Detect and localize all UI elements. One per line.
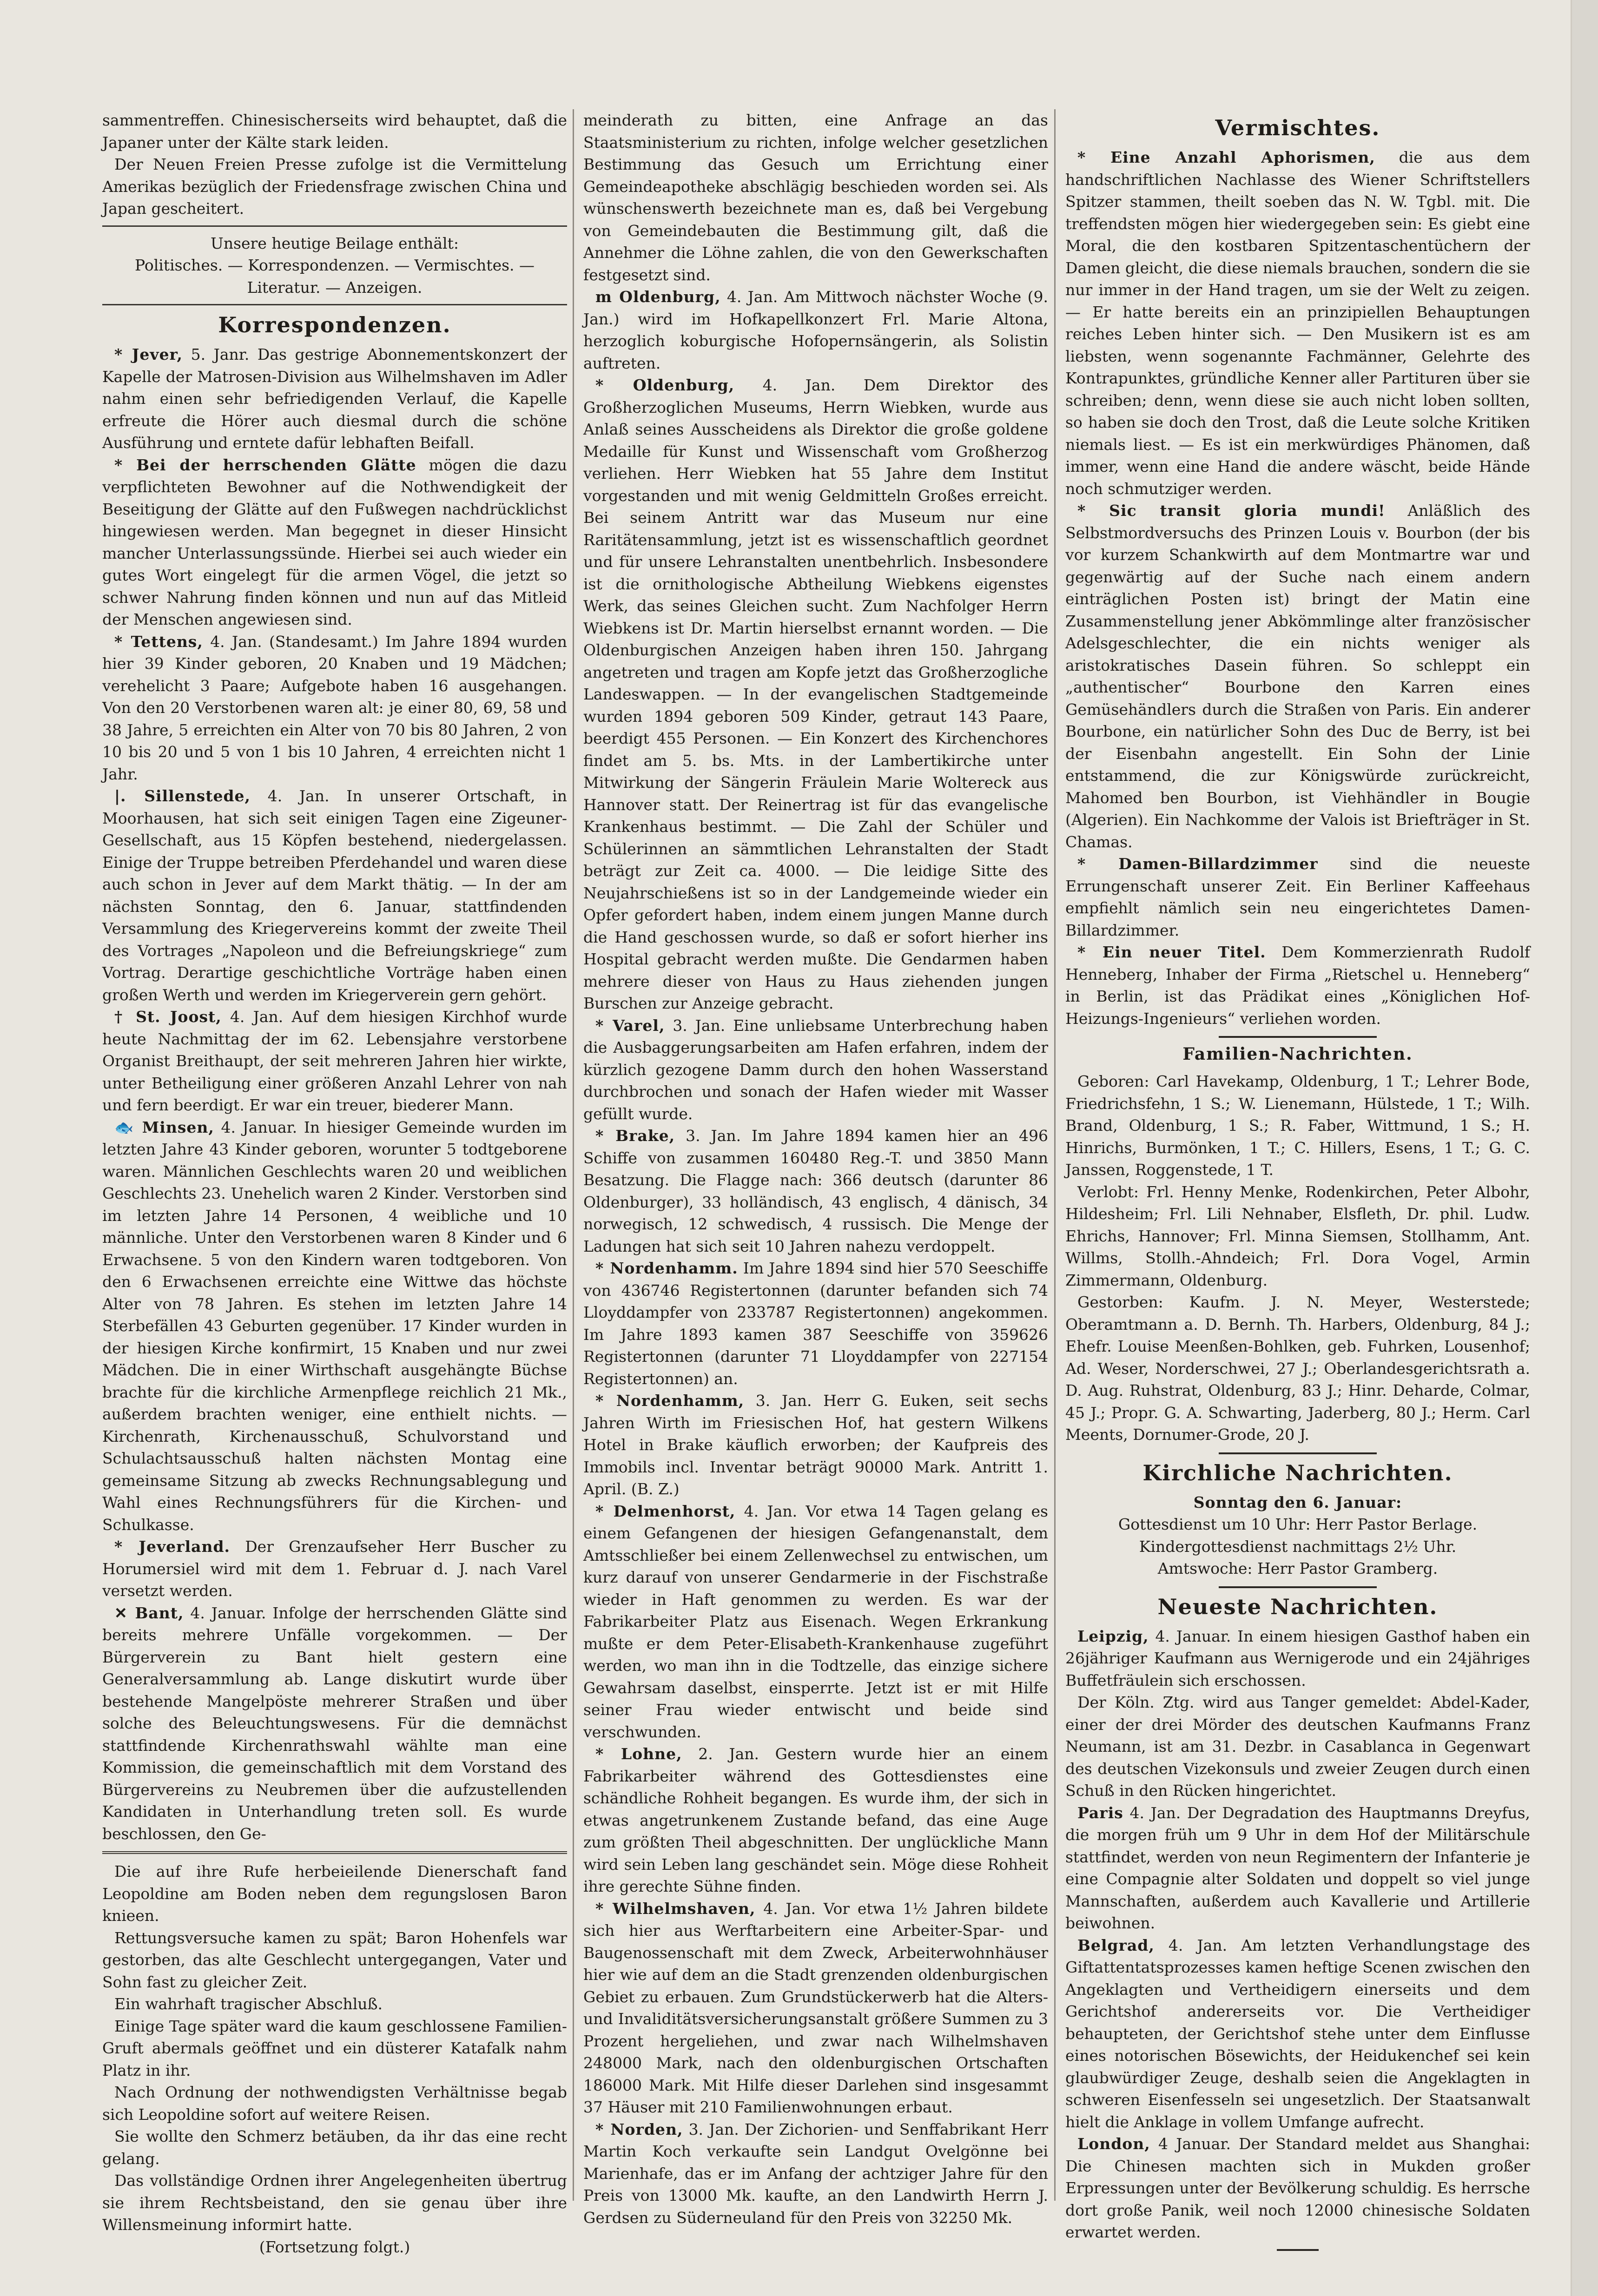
news-text: 4 Januar. Der Standard meldet aus Shanghai: Die Chinesen machten sich in Mukden großer Erpressungen unter der Bevölkerung schuldig. Es herrsche dort große Panik, weil noch 12000 chinesische Soldaten erwartet werden.	[1065, 2135, 1530, 2241]
dateline: Belgrad,	[1077, 1936, 1155, 1954]
news-item	[1065, 500, 1530, 853]
news-item	[1065, 1625, 1530, 1692]
dateline: m Oldenburg,	[595, 288, 721, 306]
news-item	[102, 785, 567, 1006]
story-paragraph: Die auf ihre Rufe herbeieilende Dienerschaft fand Leopoldine am Boden neben dem regungslosen Baron knieen.	[102, 1862, 567, 1925]
church-line: Kindergottesdienst nachmittags 2½ Uhr.	[1139, 1537, 1457, 1556]
continued-note: (Fortsetzung folgt.)	[259, 2237, 410, 2256]
news-text: 4. Januar. Infolge der herrschenden Glätte sind bereits mehrere Unfälle vorgekommen. — Der Bürgerverein zu Bant hielt gestern eine Generalversammlung ab. Lange diskutirt wurde über bestehende Mangelpöste mehrerer Straßen und über solche des Beleuchtungswesens. Für die demnächst stattfindende Kirchenrathswahl wählte man eine Kommission, die gemeinschaftlich mit dem Vorstand des Bürgervereins zu Neubremen über die aufzustellenden Kandidaten in Unterhandlung treten soll. Es wurde beschlossen, den Ge-	[102, 1603, 567, 1843]
divider	[1219, 1036, 1377, 1038]
paragraph: Der Neuen Freien Presse zufolge ist die Vermittelung Amerikas bezüglich der Friedensfrage zwischen China und Japan gescheitert.	[102, 155, 567, 218]
news-text: 4. Jan. Am Mittwoch nächster Woche (9. Jan.) wird im Hofkapellkonzert Frl. Marie Altona, herzoglich koburgische Hofopernsängerin, als Solistin auftreten.	[583, 288, 1048, 372]
news-item	[583, 1898, 1048, 2118]
section-title: Neueste Nachrichten.	[1157, 1594, 1438, 1619]
story-paragraph: Rettungsversuche kamen zu spät; Baron Hohenfels war gestorben, das alte Geschlecht untergegangen, Vater und Sohn fast zu gleicher Zeit.	[102, 1928, 567, 1991]
news-text: 4. Jan. Am letzten Verhandlungstage des Giftattentatsprozesses kamen heftige Scenen zwischen den Angeklagten und Vertheidigern einerseits und dem Gerichtshof andererseits vor. Die Vertheidiger behaupteten, der Gerichtshof stehe unter dem Einflusse eines notorischen Bösewichts, der Heidukenchef sei kein glaubwürdiger Zeuge, deshalb seien die Angeklagten in schweren Eisenfesseln sei ungesetzlich. Der Staatsanwalt hielt die Anklage in vollem Umfange aufrecht.	[1065, 1936, 1530, 2131]
divider	[1219, 1452, 1377, 1454]
news-item	[1065, 146, 1530, 500]
news-text: 4. Jan. Vor etwa 14 Tagen gelang es einem Gefangenen der hiesigen Gefangenanstalt, dem Amtsschließer bei einem Zellenwechsel zu entwischen, um kurz darauf von unserer Gendarmerie in der Fischstraße wieder in Haft genommen zu werden. Es war der Fabrikarbeiter Platz aus Eisenach. Wegen Erkrankung mußte er dem Peter-Elisabeth-Krankenhause zugeführt werden, wo man ihn in die Todtzelle, das einzige sichere Gewahrsam daselbst, einsperrte. Jetzt ist er mit Hilfe seiner Frau wieder entwischt und beide sind verschwunden.	[583, 1502, 1048, 1741]
news-text: 4. Januar. In hiesiger Gemeinde wurden im letzten Jahre 43 Kinder geboren, worunter 5 todtgeborene waren. Männlichen Geschlechts waren 20 und weiblichen Geschlechts 23. Unehelich waren 2 Kinder. Verstorben sind im letzten Jahre 14 Personen, 4 weibliche und 10 männliche. Unter den Verstorbenen waren 8 Kinder und 6 Erwachsene. 5 von den Kindern waren todtgeboren. Von den 6 Erwachsenen erreichte eine Wittwe das höchste Alter von 78 Jahren. Es stehen im letzten Jahre 14 Sterbefällen 43 Geburten gegenüber. 17 Kinder wurden in der hiesigen Kirche konfirmirt, 15 Knaben und nur zwei Mädchen. Die in einer Wirthschaft ausgehängte Büchse brachte für die kirchliche Armenpflege reichlich 21 Mk., außerdem brachten weniger, eine enthielt nichts. — Kirchenrath, Kirchenausschuß, Schulvorstand und Schulachtsausschuß halten nächsten Montag eine gemeinsame Sitzung ab zwecks Rechnungsablegung und Wahl eines Rechnungsführers für die Kirchen- und Schulkasse.	[102, 1118, 567, 1534]
family-engagements: Verlobt: Frl. Henny Menke, Rodenkirchen, Peter Albohr, Hildesheim; Frl. Lili Nehnaber, Elsfleth, Dr. phil. Ludw. Ehrichs, Hannover; Frl. Minna Siemsen, Stollhamm, Ant. Willms, Stollh.-Ahndeich; Frl. Dora Vogel, Armin Zimmermann, Oldenburg.	[1065, 1182, 1530, 1289]
news-item	[1065, 2133, 1530, 2243]
dateline: * Jever,	[114, 345, 183, 363]
news-item	[583, 1500, 1048, 1743]
news-text: die aus dem handschriftlichen Nachlasse des Wiener Schriftstellers Spitzer stammen, theilt soeben das N. W. Tgbl. mit. Die treffendsten mögen hier wiedergegeben sein: Es giebt eine Moral, die den kostbaren Spitzentaschentüchern der Damen gleicht, die diese niemals brauchen, sondern die sie nur immer in der Hand tragen, um sie der Welt zu zeigen. — Er hatte bereits ein an prinzipiellen Behauptungen reiches Leben hinter sich. — Den Musikern ist es am liebsten, wenn sogenannte Fachmänner, Gelehrte des Kontrapunktes, gründliche Kenner aller Partituren über sie schreiben; denn, wenn diese sie auch nicht loben sollten, so haben sie doch den Trost, daß die Leute solche Kritiken niemals liest. — Es ist ein merkwürdiges Phänomen, daß immer, wenn eine Hand die andere wäscht, beide Hände noch schmutziger werden.	[1065, 148, 1530, 498]
news-item	[102, 631, 567, 785]
news-item	[583, 374, 1048, 1015]
news-item	[102, 1006, 567, 1116]
news-text: 3. Jan. Der Zichorien- und Senffabrikant Herr Martin Koch verkaufte sein Landgut Ovelgönne bei Marienhafe, das er im Anfang der achtziger Jahre für den Preis von 13000 Mk. kaufte, an den Landwirth Herrn J. Gerdsen zu Süderneuland für den Preis von 32250 Mk.	[583, 2120, 1048, 2227]
column-1	[102, 109, 567, 2258]
news-text: 4. Jan. Vor etwa 1½ Jahren bildete sich hier aus Werftarbeitern eine Arbeiter-Spar- und Baugenossenschaft mit dem Zweck, Arbeiterwohnhäuser hier wie auf dem an die Stadt grenzenden oldenburgischen Gebiet zu erbauen. Zum Grundstückerwerb hat die Alters- und Invaliditätsversicherungsanstalt größere Summen zu 3 Prozent hergeliehen, und zwar nach Wilhelmshaven 248000 Mark, nach den oldenburgischen Ortschaften 186000 Mark. Mit Hilfe dieser Darlehen sind insgesammt 37 Häuser mit 210 Familienwohnungen erbaut.	[583, 1899, 1048, 2116]
page-edge	[1571, 0, 1598, 2296]
dateline: * Ein neuer Titel.	[1077, 943, 1266, 961]
news-item	[583, 1743, 1048, 1898]
dateline: * Nordenhamm,	[595, 1392, 745, 1410]
news-text: 4. Jan. Dem Direktor des Großherzoglichen Museums, Herrn Wiebken, wurde aus Anlaß seines Ausscheidens als Direktor die große goldene Medaille für Kunst und Wissenschaft vom Großherzog verliehen. Herr Wiebken hat 55 Jahre dem Institut vorgestanden und mit wenig Geldmitteln Großes erreicht. Bei seinem Antritt war das Museum nur eine Raritätensammlung, jetzt ist es wissenschaftlich geordnet und für unsere Lehranstalten unentbehrlich. Insbesondere ist die ornithologische Abtheilung Wiebkens eigenstes Werk, das seines Gleichen sucht. Zum Nachfolger Herrn Wiebkens ist Dr. Martin hierselbst ernannt worden. — Die Oldenburgischen Anzeigen haben ihren 150. Jahrgang angetreten und tragen am Kopfe jetzt das Großherzogliche Landeswappen. — In der evangelischen Stadtgemeinde wurden 1894 geboren 509 Kinder, getraut 143 Paare, beerdigt 455 Personen. — Ein Konzert des Kirchenchores findet am 5. bs. Mts. in der Lambertikirche unter Mitwirkung der Sängerin Fräulein Marie Woltereck aus Hannover statt. Der Reinertrag ist für das evangelische Krankenhaus bestimmt. — Die Zahl der Schüler und Schülerinnen an sämmtlichen Lehranstalten der Stadt beträgt zur Zeit ca. 4000. — Die leidige Sitte des Neujahrschießens ist so in der Landgemeinde wieder ein Opfer gefordert haben, indem einem jungen Manne durch die Hand geschossen wurde, so daß er sofort hierher ins Hospital gebracht werden mußte. Die Gendarmen haben mehrere dieser von Haus zu Haus ziehenden jungen Burschen zur Anzeige gebracht.	[583, 376, 1048, 1012]
dateline: ✕ Bant,	[114, 1603, 184, 1622]
news-item	[583, 1125, 1048, 1257]
column-2	[583, 109, 1048, 2229]
supplement-heading: Unsere heutige Beilage enthält:	[211, 234, 459, 252]
dateline: * Oldenburg,	[595, 376, 735, 394]
church-line: Gottesdienst um 10 Uhr: Herr Pastor Berlage.	[1118, 1515, 1478, 1533]
news-text: 3. Jan. Eine unliebsame Unterbrechung haben die Ausbaggerungsarbeiten am Hafen erfahren, indem der kürzlich gezogene Damm durch den hohen Wasserstand durchbrochen und sonach der Hafen wieder mit Wasser gefüllt wurde.	[583, 1016, 1048, 1123]
news-text: mögen die dazu verpflichteten Bewohner auf die Nothwendigkeit der Beseitigung der Glätte auf den Fußwegen nachdrücklichst hingewiesen werden. Man begegnet in dieser Hinsicht mancher Unterlassungssünde. Hierbei sei auch wieder ein gutes Wort eingelegt für die armen Vögel, die jetzt so schwer Nahrung finden können und nun auf das Mitleid der Menschen angewiesen sind.	[102, 455, 567, 628]
news-item	[1065, 853, 1530, 941]
story-paragraph: Ein wahrhaft tragischer Abschluß.	[114, 1995, 383, 2013]
news-text: 4. Jan. (Standesamt.) Im Jahre 1894 wurden hier 39 Kinder geboren, 20 Knaben und 19 Mädchen; verehelicht 3 Paare; Aufgebote haben 16 ausgehangen. Von den 20 Verstorbenen waren alt: je einer 80, 69, 58 und 38 Jahre, 5 erreichten ein Alter von 70 bis 80 Jahren, 2 von 10 bis 20 und 5 von 1 bis 10 Jahren, 4 erreichten nicht 1 Jahr.	[102, 632, 567, 783]
news-item	[583, 1390, 1048, 1500]
news-item	[1065, 941, 1530, 1029]
news-text: 4. Januar. In einem hiesigen Gasthof haben ein 26jähriger Kaufmann aus Wernigerode und ein 24jähriges Buffetfräulein sich erschossen.	[1065, 1627, 1530, 1689]
news-text: 5. Janr. Das gestrige Abonnementskonzert der Kapelle der Matrosen-Division aus Wilhelmshaven im Adler nahm einen sehr befriedigenden Verlauf, die Kapelle erfreute die Hörer auch diesmal durch die schöne Ausführung und erntete dafür lebhaften Beifall.	[102, 345, 568, 452]
dateline: Leipzig,	[1077, 1627, 1149, 1645]
news-text: 2. Jan. Gestern wurde hier an einem Fabrikarbeiter während des Gottesdienstes eine schändliche Rohheit begangen. Es wurde ihm, der sich in etwas angetrunkenem Zustande befand, das eine Auge zum größten Theil abgeschnitten. Der unglückliche Mann wird sein Leben lang geschändet sein. Möge diese Rohheit ihre gerechte Sühne finden.	[583, 1745, 1049, 1895]
news-item	[583, 1015, 1048, 1125]
divider	[102, 304, 567, 305]
news-item	[102, 343, 567, 454]
news-item	[102, 454, 567, 631]
news-text: 4. Jan. Der Degradation des Hauptmanns Dreyfus, die morgen früh um 9 Uhr in dem Hof der Militärschule stattfindet, werden von neun Regimentern der Infanterie je eine Compagnie alter Soldaten und doppelt so viel junge Mannschaften, außerdem auch Kavallerie und Artillerie beiwohnen.	[1065, 1803, 1531, 1932]
family-deaths: Gestorben: Kaufm. J. N. Meyer, Westerstede; Oberamtmann a. D. Bernh. Th. Harbers, Oldenburg, 84 J.; Ehefr. Louise Meenßen-Bohlken, geb. Fuhrken, Lousenhof; Ad. Weser, Norderschwei, 27 J.; Oberlandesgerichtsrath a. D. Aug. Ruhstrat, Oldenburg, 83 J.; Hinr. Deharde, Colmar, 45 J.; Propr. G. A. Schwarting, Jaderberg, 80 J.; Herm. Carl Meents, Dornumer-Grode, 20 J.	[1065, 1293, 1530, 1444]
news-text: sind die neueste Errungenschaft unserer Zeit. Ein Berliner Kaffeehaus empfiehlt nämlich sein neu eingerichtetes Damen-Billardzimmer.	[1065, 855, 1530, 939]
dateline: * Bei der herrschenden Glätte	[114, 455, 416, 474]
news-text: 3. Jan. Im Jahre 1894 kamen hier an 496 Schiffe von zusammen 160480 Reg.-T. und 3850 Mann Besatzung. Die Flagge nach: 366 deutsch (darunter 86 Oldenburger), 33 holländisch, 43 englisch, 4 dänisch, 34 norwegisch, 12 schwedisch, 4 russisch. Die Menge der Ladungen hat sich seit 10 Jahren nahezu verdoppelt.	[583, 1127, 1048, 1255]
section-title: Kirchliche Nachrichten.	[1142, 1460, 1453, 1485]
dateline: * Norden,	[595, 2120, 683, 2138]
dateline: * Nordenhamm.	[595, 1259, 738, 1277]
section-title: Vermischtes.	[1215, 115, 1380, 140]
paragraph: sammentreffen. Chinesischerseits wird behauptet, daß die Japaner unter der Kälte stark leiden.	[102, 111, 567, 152]
dateline: * Jeverland.	[114, 1537, 231, 1556]
dateline: * Wilhelmshaven,	[595, 1899, 756, 1918]
news-item	[583, 2118, 1048, 2229]
news-text: Dem Kommerzienrath Rudolf Henneberg, Inhaber der Firma „Rietschel u. Henneberg“ in Berlin, ist das Prädikat eines „Königlichen Hof-Heizungs-Ingenieurs“ verliehen worden.	[1065, 943, 1530, 1028]
column-3	[1065, 109, 1530, 2256]
news-text: 4. Jan. In unserer Ortschaft, in Moorhausen, hat sich seit einigen Tagen eine Zigeuner-Gesellschaft, aus 15 Köpfen bestehend, niedergelassen. Einige der Truppe betreiben Pferdehandel und waren diese auch schon in Jever auf dem Markt thätig. — In der am nächsten Sonntag, den 6. Januar, stattfindenden Versammlung des Kriegervereins kommt der zweite Theil des Vortrages „Napoleon und die Befreiungskriege“ zum Vortrag. Derartige geschichtliche Vorträge haben einen großen Werth und werden im Kriegerverein gern gehört.	[102, 787, 567, 1004]
news-item	[1065, 1802, 1530, 1934]
story-paragraph: Sie wollte den Schmerz betäuben, da ihr das eine recht gelang.	[102, 2127, 567, 2168]
dateline: |. Sillenstede,	[114, 787, 251, 805]
dateline: * Brake,	[595, 1127, 675, 1145]
column-rule-1	[573, 109, 574, 2201]
dateline: * Lohne,	[595, 1745, 682, 1763]
section-title: Korrespondenzen.	[218, 312, 451, 337]
news-text: Anläßlich des Selbstmordversuchs des Prinzen Louis v. Bourbon (der bis vor kurzem Schankwirth auf dem Montmartre war und gegenwärtig auf der Suche nach einem andern einträglichen Posten ist) bringt der Matin eine Zusammenstellung jener Abkömmlinge alter französischer Adelsgeschlechter, die ein nichts weniger als aristokratisches Dasein führen. So schleppt ein „authentischer“ Bourbone den Karren eines Gemüsehändlers durch die Straßen von Paris. Ein anderer Bourbone, ein natürlicher Sohn des Duc de Berry, ist bei der Eisenbahn angestellt. Ein Sohn der Linie entstammend, die zur Königswürde zurückreicht, Mahomed ben Bourbon, ist Viehhändler in Bougie (Algerien). Ein Nachkomme der Valois ist Briefträger in St. Chamas.	[1065, 501, 1530, 851]
news-item	[583, 1257, 1048, 1390]
news-item	[102, 1602, 567, 1845]
dateline: * Delmenhorst,	[595, 1502, 736, 1520]
news-text: Im Jahre 1894 sind hier 570 Seeschiffe von 436746 Registertonnen (darunter befanden sich 74 Lloyddampfer von 233787 Registertonnen) angekommen. Im Jahre 1893 kamen 387 Seeschiffe von 359626 Registertonnen (darunter 71 Lloyddampfer von 227154 Registertonnen) an.	[583, 1259, 1048, 1388]
news-item	[583, 286, 1048, 374]
supplement-contents: Politisches. — Korrespondenzen. — Vermischtes. — Literatur. — Anzeigen.	[134, 256, 535, 297]
news-text: Der Grenzaufseher Herr Buscher zu Horumersiel wird mit dem 1. Februar d. J. nach Varel versetzt werden.	[102, 1537, 567, 1600]
news-text: 3. Jan. Herr G. Euken, seit sechs Jahren Wirth im Friesischen Hof, hat gestern Wilkens Hotel in Brake käuflich erworben; der Kaufpreis des Immobils incl. Inventar beträgt 90000 Mark. Antritt 1. April. (B. Z.)	[583, 1392, 1048, 1498]
church-line: Amtswoche: Herr Pastor Gramberg.	[1157, 1559, 1438, 1577]
church-date: Sonntag den 6. Januar:	[1193, 1493, 1402, 1511]
news-item	[1065, 1934, 1530, 2133]
dateline: Minsen,	[142, 1118, 214, 1136]
divider	[1219, 1586, 1377, 1588]
section-title: Familien-Nachrichten.	[1182, 1044, 1413, 1064]
story-paragraph: Das vollständige Ordnen ihrer Angelegenheiten übertrug sie ihrem Rechtsbeistand, den sie genau über ihre Willensmeinung informirt hatte.	[102, 2171, 567, 2234]
dateline: * Damen-Billardzimmer	[1077, 855, 1318, 873]
end-rule	[1277, 2249, 1319, 2251]
story-paragraph: Nach Ordnung der nothwendigsten Verhältnisse begab sich Leopoldine sofort auf weitere Reisen.	[102, 2083, 567, 2124]
dateline: Paris	[1077, 1803, 1123, 1822]
fish-icon: 🐟	[114, 1118, 136, 1136]
dateline: * Varel,	[595, 1016, 665, 1035]
paragraph: meinderath zu bitten, eine Anfrage an das Staatsministerium zu richten, infolge welcher gesetzlichen Bestimmung das Gesuch um Errichtung einer Gemeindeapotheke abschlägig beschieden worden sei. Als wünschenswerth bezeichnete man es, daß bei Vergebung von Gemeindebauten die Bestimmung gilt, daß die Annehmer die Löhne zahlen, die von den Gewerkschaften festgesetzt sind.	[583, 111, 1048, 284]
family-births: Geboren: Carl Havekamp, Oldenburg, 1 T.; Lehrer Bode, Friedrichsfehn, 1 S.; W. Lienemann, Hülstede, 1 T.; Wilh. Brand, Oldenburg, 1 S.; R. Faber, Wittmund, 1 S.; H. Hinrichs, Burmönken, 1 T.; C. Hillers, Esens, 1 T.; G. C. Janssen, Roggenstede, 1 T.	[1065, 1072, 1530, 1179]
dateline: * Tettens,	[114, 632, 203, 651]
dateline: † St. Joost,	[114, 1008, 222, 1026]
news-text: 4. Jan. Auf dem hiesigen Kirchhof wurde heute Nachmittag der im 62. Lebensjahre verstorbene Organist Breithaupt, der seit mehreren Jahren hier wirkte, unter Betheiligung einer größeren Anzahl Lehrer von nah und fern beerdigt. Er war ein treuer, biederer Mann.	[102, 1008, 567, 1114]
divider	[102, 225, 567, 227]
news-item	[102, 1536, 567, 1602]
news-item: Der Köln. Ztg. wird aus Tanger gemeldet: Abdel-Kader, einer der drei Mörder des deutschen Kaufmanns Franz Neumann, ist am 31. Dezbr. in Casablanca in Gegenwart des deutschen Vizekonsuls und zweier Zeugen durch einen Schuß in den Rücken hingerichtet.	[1065, 1693, 1530, 1800]
column-rule-2	[1054, 109, 1056, 2201]
story-paragraph: Einige Tage später ward die kaum geschlossene Familien-Gruft abermals geöffnet und ein düsterer Katafalk nahm Platz in ihr.	[102, 2017, 567, 2079]
dateline: * Eine Anzahl Aphorismen,	[1077, 148, 1375, 166]
news-item	[102, 1116, 567, 1536]
feuilleton-divider	[102, 1851, 567, 1854]
dateline: * Sic transit gloria mundi!	[1077, 501, 1386, 520]
dateline: London,	[1077, 2135, 1150, 2153]
